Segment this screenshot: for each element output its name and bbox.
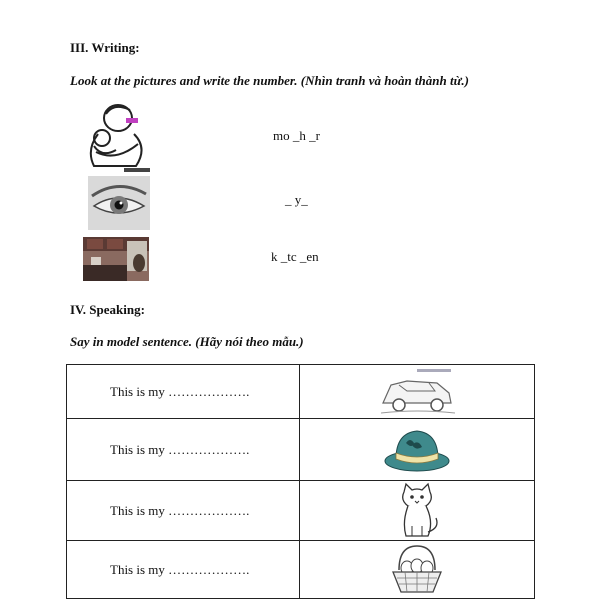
cat-picture xyxy=(392,482,442,540)
picture-cell xyxy=(300,365,535,419)
table-row xyxy=(67,365,535,419)
mother-baby-picture xyxy=(76,100,152,174)
writing-heading: III. Writing: xyxy=(70,40,140,55)
word-2: _ y_ xyxy=(285,192,308,207)
table-row xyxy=(67,419,535,481)
table-row xyxy=(67,481,535,541)
sentence-cell: This is my ………………. xyxy=(67,419,300,481)
basket-of-eggs-picture xyxy=(387,544,447,596)
speaking-heading: IV. Speaking: xyxy=(70,302,145,317)
sentence-cell: This is my ………………. xyxy=(67,365,300,419)
sentence-cell: This is my ………………. xyxy=(67,481,300,541)
sentence-cell: This is my ………………. xyxy=(67,541,300,599)
picture-cell xyxy=(300,481,535,541)
word-3: k _tc _en xyxy=(271,249,319,264)
word-1: mo _h _r xyxy=(273,128,320,143)
kitchen-picture xyxy=(83,237,149,281)
car-picture xyxy=(377,367,457,417)
writing-instruction: Look at the pictures and write the number. (Nhìn tranh và hoàn thành từ.) xyxy=(70,73,469,88)
picture-cell xyxy=(300,541,535,599)
speaking-table xyxy=(66,364,535,599)
eye-picture xyxy=(88,176,150,230)
hat-picture xyxy=(382,425,452,475)
speaking-instruction: Say in model sentence. (Hãy nói theo mẫu.) xyxy=(70,334,304,349)
picture-cell xyxy=(300,419,535,481)
table-row xyxy=(67,541,535,599)
